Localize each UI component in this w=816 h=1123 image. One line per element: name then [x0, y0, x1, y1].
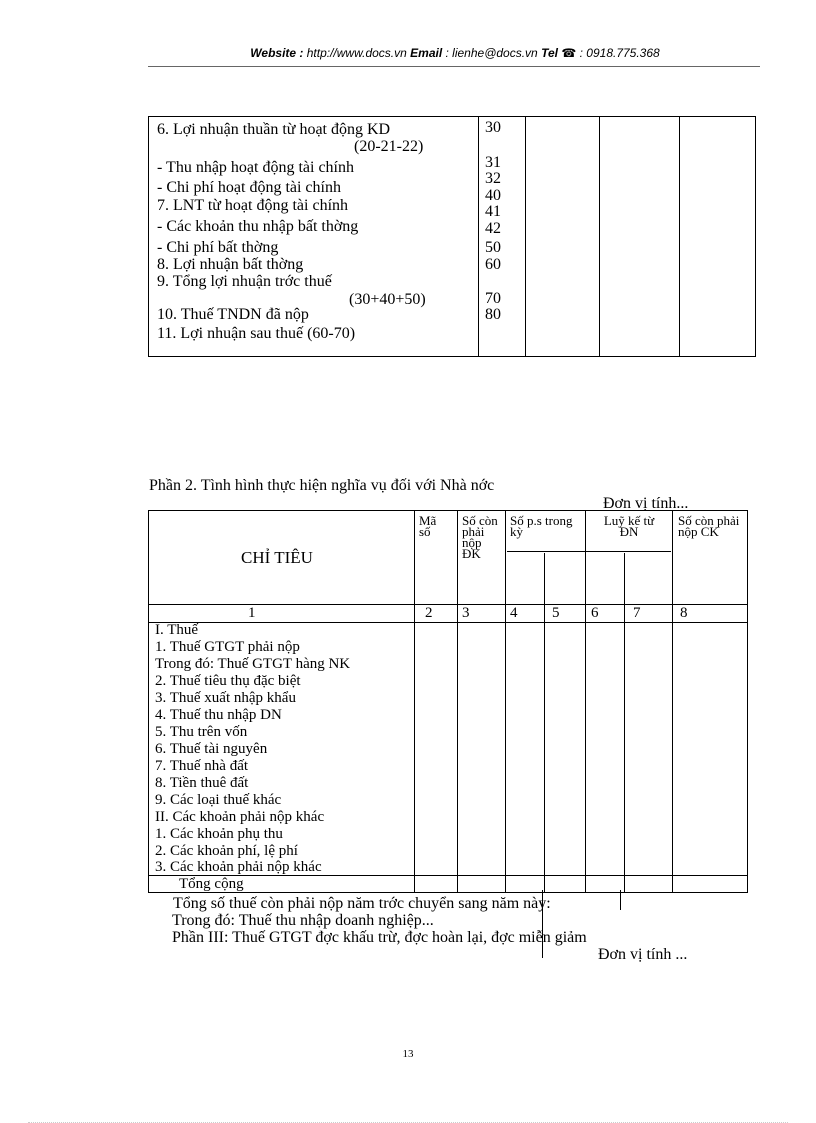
code-cell: 41 — [485, 203, 501, 220]
code-cell: 50 — [485, 239, 501, 256]
footer-unit: Đơn vị tính ... — [598, 946, 688, 963]
table-row: 2. Thuế tiêu thụ đặc biệt — [155, 673, 301, 689]
page-number: 13 — [402, 1048, 414, 1060]
table-row: 9. Tổng lợi nhuận trớc thuế — [157, 273, 332, 290]
col-number: 3 — [462, 605, 470, 621]
table-row: I. Thuế — [155, 622, 199, 638]
footer-line: Tổng số thuế còn phải nộp năm trớc chuyển sang năm này: — [173, 895, 551, 912]
col-number: 8 — [680, 605, 688, 621]
code-cell: 42 — [485, 220, 501, 237]
table-row: 7. Thuế nhà đất — [155, 758, 249, 774]
code-cell: 80 — [485, 306, 501, 323]
col-number: 6 — [591, 605, 599, 621]
table-divider — [599, 117, 600, 356]
website-label: Website : — [250, 46, 304, 60]
email-label: Email — [410, 46, 443, 60]
col-number: 2 — [425, 605, 433, 621]
table-row: 9. Các loại thuế khác — [155, 792, 282, 808]
table-row: 6. Lợi nhuận thuần từ hoạt động KD — [157, 121, 391, 138]
table-row: 3. Thuế xuất nhập khẩu — [155, 690, 296, 706]
table-row: Trong đó: Thuế GTGT hàng NK — [155, 656, 351, 672]
table-row: 2. Các khoản phí, lệ phí — [155, 843, 298, 859]
table-row: (30+40+50) — [349, 291, 426, 308]
email-value[interactable]: : lienhe@docs.vn — [445, 46, 538, 60]
header-so-con-dk: Số còn phải nộp ĐK — [462, 513, 498, 561]
website-url[interactable]: http://www.docs.vn — [306, 46, 407, 60]
code-cell: 30 — [485, 119, 501, 136]
table-row: 4. Thuế thu nhập DN — [155, 707, 282, 723]
income-table — [148, 116, 756, 357]
table-row: 11. Lợi nhuận sau thuế (60-70) — [157, 325, 356, 342]
table-row: 6. Thuế tài nguyên — [155, 741, 268, 757]
table-row: (20-21-22) — [354, 138, 424, 155]
col-number: 1 — [248, 605, 256, 621]
table-row: - Chi phí hoạt động tài chính — [157, 179, 341, 196]
table-rule — [149, 604, 747, 605]
table-row: 8. Lợi nhuận bất thờng — [157, 256, 304, 273]
table-rule — [149, 622, 747, 623]
header-ma-so: Mã số — [419, 513, 437, 539]
table-divider — [585, 511, 586, 892]
table-rule — [507, 551, 671, 552]
unit-label: Đơn vị tính... — [603, 495, 689, 512]
col-number: 4 — [510, 605, 518, 621]
table-divider — [525, 117, 526, 356]
tel-value: : 0918.775.368 — [579, 46, 660, 60]
page-header — [150, 46, 760, 60]
footer-line: Trong đó: Thuế thu nhập doanh nghiệp... — [172, 912, 434, 929]
header-so-con-ck: Số còn phải nộp CK — [678, 513, 740, 539]
code-cell: 60 — [485, 256, 501, 273]
header-chi-tieu: CHỈ TIÊU — [241, 548, 313, 567]
table-row: 10. Thuế TNDN đã nộp — [157, 306, 309, 323]
table-row: 5. Thu trên vốn — [155, 724, 248, 740]
table-row: II. Các khoản phải nộp khác — [155, 809, 325, 825]
table-row: 8. Tiền thuê đất — [155, 775, 249, 791]
table-divider — [672, 511, 673, 892]
header-rule — [148, 66, 760, 67]
table-divider — [478, 117, 479, 356]
header-so-ps: Số p.s trong kỳ — [510, 513, 573, 539]
phone-icon: ☎ — [561, 46, 577, 60]
table-row: 1. Thuế GTGT phải nộp — [155, 639, 300, 655]
tel-label: Tel — [541, 46, 558, 60]
code-cell: 32 — [485, 170, 501, 187]
tax-obligation-table — [148, 510, 748, 893]
table-divider — [457, 511, 458, 892]
code-cell: 70 — [485, 290, 501, 307]
table-total-row: Tổng cộng — [179, 876, 244, 892]
table-row: 3. Các khoản phải nộp khác — [155, 859, 322, 875]
header-luy-ke: Luỹ kế từ ĐN — [603, 513, 655, 539]
table-divider — [414, 511, 415, 892]
table-divider — [679, 117, 680, 356]
stray-line — [620, 890, 621, 910]
table-row: - Chi phí bất thờng — [157, 239, 279, 256]
col-number: 5 — [552, 605, 560, 621]
col-number: 7 — [633, 605, 641, 621]
code-cell: 40 — [485, 187, 501, 204]
section-title: Phần 2. Tình hình thực hiện nghĩa vụ đối với Nhà nớc — [149, 477, 495, 494]
table-row: - Thu nhập hoạt động tài chính — [157, 159, 354, 176]
table-row: 1. Các khoản phụ thu — [155, 826, 283, 842]
code-cell: 31 — [485, 154, 501, 171]
table-row: 7. LNT từ hoạt động tài chính — [157, 197, 349, 214]
table-row: - Các khoản thu nhập bất thờng — [157, 218, 359, 235]
table-divider — [505, 511, 506, 892]
footer-line: Phần III: Thuế GTGT đợc khấu trừ, đợc hoàn lại, đợc miễn giảm — [172, 929, 587, 946]
